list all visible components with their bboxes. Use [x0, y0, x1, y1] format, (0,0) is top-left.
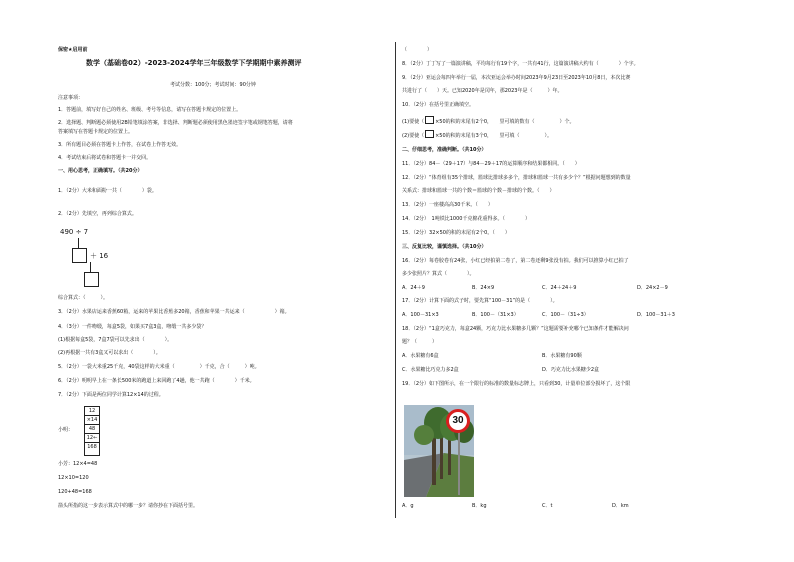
question-9-line-1: 9．（2分）亚运会每四年举行一届，本次亚运会举办时间2023年9月23日至2023年10月8日，本次比赛 [402, 75, 631, 81]
answer-box[interactable] [72, 248, 87, 263]
note-item: 1．答题前，填写好自己的姓名、班级、考号等信息，请写在答题卡规定的位置上。 [58, 107, 242, 113]
left-column [58, 0, 388, 562]
secret-label: 保密★启用前 [58, 47, 88, 53]
answer-parenthesis: （ ） [402, 47, 433, 53]
vertical-calculation [84, 406, 100, 456]
question-6: 6．（2分）明明早上在一条长500米的跑道上来回跑了4趟，他一共跑（ ）千米。 [58, 378, 255, 384]
question-10-part-1 [402, 116, 575, 125]
note-item: 3．所有题目必须在答题卡上作答，在试卷上作答无效。 [58, 142, 182, 148]
option[interactable]: A．g [402, 503, 414, 509]
calc-line: 12 [85, 407, 99, 416]
option[interactable]: C．24＋24＋9 [542, 285, 577, 291]
note-item: 4．考试结束后将试卷和答题卡一并交回。 [58, 155, 152, 161]
question-9-line-2: 共进行了（ ）天。已知2020年是闰年，那2023年是（ ）年。 [402, 88, 563, 94]
calc-line: 48 [85, 425, 99, 434]
question-12-line-1: 12．（2分）“体育组有35个排球，篮球比排球多多个，排球和篮球一共有多少个？”根据问题想到的数量 [402, 175, 631, 181]
speed-limit-sign: 30 [446, 409, 470, 433]
option[interactable]: C．t [542, 503, 553, 509]
question-2-formula: 综合算式：（ ）。 [58, 295, 109, 301]
option[interactable]: D．100－31＋3 [637, 312, 675, 318]
option[interactable]: C．水果糖比巧克力多2盒 [402, 367, 459, 373]
question-7: 7．（2分）下面是两位同学计算12×14的过程。 [58, 392, 164, 398]
option[interactable]: D．km [612, 503, 629, 509]
note-item: 答案填写在答题卡规定的位置上。 [58, 129, 134, 135]
tree-expression: 490 ÷ 7 [60, 228, 89, 236]
right-column [402, 0, 742, 562]
option[interactable]: A．100－31×3 [402, 312, 439, 318]
question-16-line-1: 16．（2分）每卷胶卷有24张，小红已经拍第二卷了，第二卷还剩9张没有拍。我们可以推算小红已拍了 [402, 258, 629, 264]
option[interactable]: C．100－（31÷3） [542, 312, 589, 318]
q10b-tail: ×50的积的末尾有3个0， 里可填（ ）。 [435, 133, 553, 139]
blank-box[interactable] [425, 116, 434, 124]
xiaoming-label: 小明： [58, 427, 74, 433]
option[interactable]: A．24＋9 [402, 285, 425, 291]
question-10-part-2 [402, 130, 552, 139]
xiaofang-step-1: 小芳：12×4=48 [58, 461, 98, 467]
q10a-tail: ×50的积的末尾有2个0， 里可填的数有（ ）个。 [435, 119, 575, 125]
question-4: 4．（3分）一件吻缎，每盒5袋，如果买7盒3盒，吻缎一共多少袋？ [58, 324, 207, 330]
tree-line [90, 262, 91, 272]
option[interactable]: B．kg [472, 503, 487, 509]
option[interactable]: D．巧克力比水果糖少2盒 [542, 367, 600, 373]
section-2-heading: 二、仔细思考，准确判断。（共10分） [402, 147, 487, 153]
question-18-line-1: 18．（2分）“1盒巧克力，每盒24颗，巧克力比水果糖多几颗？”这题需要补充哪个已知条件才能解决问 [402, 326, 629, 332]
option[interactable]: A．水果糖有6盒 [402, 353, 439, 359]
question-8: 8．（2分）丁丁写了一篇演讲稿，平均每行有19个字，一共有41行，这篇演讲稿大约有（ ）个字。 [402, 61, 639, 67]
question-18-line-2: 题？（ ） [402, 339, 438, 345]
question-10: 10．（2分）在括号里正确填空。 [402, 102, 475, 108]
question-12-line-2: 关系式：排球和篮球一共的个数＝篮球的个数－排球的个数。（ ） [402, 188, 555, 194]
xiaofang-step-2: 12×10=120 [58, 475, 89, 481]
calc-line: 12← [86, 435, 98, 441]
question-13: 13．（2分）一座楼高高30千米。（ ） [402, 202, 493, 208]
section-1-heading: 一、用心思考，正确填写。（共20分） [58, 168, 143, 174]
page-title: 数学（基础卷02）-2023-2024学年三年级数学下学期期中素养测评 [86, 59, 302, 67]
question-15: 15．（2分）32×50的积的末尾有2个0。（ ） [402, 230, 510, 236]
option[interactable]: B．100－（31×3） [472, 312, 519, 318]
question-4-part-1: (1)根据每盒5袋，7盒7袋可以先求出（ ）。 [58, 337, 173, 343]
column-divider [395, 42, 396, 518]
question-2: 2．（2分）先填空，再列综合算式。 [58, 211, 137, 217]
calc-line: 168 [87, 444, 97, 450]
question-5: 5．（2分）一袋大米重25千克，40袋这样的大米重（ ）千克，合（ ）吨。 [58, 364, 260, 370]
road-sign-photo [404, 405, 474, 497]
question-19: 19．（2分）如下图所示，在一个限行的标准的数量标志牌上，只看到30，计量单位部分损坏了，这个限 [402, 381, 631, 387]
calc-line: ×14 [86, 417, 98, 423]
option[interactable]: B．24×9 [472, 285, 495, 291]
option[interactable]: D．24×2－9 [637, 285, 668, 291]
question-1: 1．（2分）大米和面粉一共（ ）袋。 [58, 188, 157, 194]
note-item: 2．选择题、判断题必须使用2B铅笔填涂答案，非选择、判断题必须使用黑色墨迹签字笔或钢笔答题，请将 [58, 120, 293, 126]
tree-plus: ＋ 16 [90, 252, 109, 260]
answer-box[interactable] [84, 272, 99, 287]
xiaofang-step-3: 120+48=168 [58, 489, 92, 495]
question-3: 3．（2分）水果店运来香蕉60箱，运来的苹果比香蕉多20箱，香蕉和苹果一共运来（ ）箱。 [58, 309, 290, 315]
section-3-heading: 三、反复比较，谨慎选择。（共10分） [402, 244, 487, 250]
option[interactable]: B．水果糖有90颗 [542, 353, 582, 359]
question-17: 17．（2分）计算下面的式子时，要先算“100－31”的是（ ）。 [402, 298, 558, 304]
question-16-line-2: 多少张照片？算式（ ）。 [402, 271, 475, 277]
q10a-prefix: (1)要使（ [402, 119, 425, 125]
q10b-prefix: (2)要使（ [402, 133, 425, 139]
question-4-part-2: (2)再根据一共有3盒又可以求出（ ）。 [58, 350, 161, 356]
exam-info: 考试分数：100分；考试时间：90分钟 [170, 82, 256, 88]
blank-box[interactable] [425, 130, 434, 138]
question-14: 14．（2分） 1吨铁比1000千克棉花重得多。（ ） [402, 216, 530, 222]
question-7-ask: 箭头所指的这一步表示算式中的哪一步？请你抄在下面括号里。 [58, 503, 199, 509]
notes-heading: 注意事项： [58, 95, 84, 101]
question-11: 11．（2分）84－（29＋17）与84－29＋17的运算顺序和结果都相同。（ ） [402, 161, 580, 167]
tree-line [78, 238, 79, 248]
